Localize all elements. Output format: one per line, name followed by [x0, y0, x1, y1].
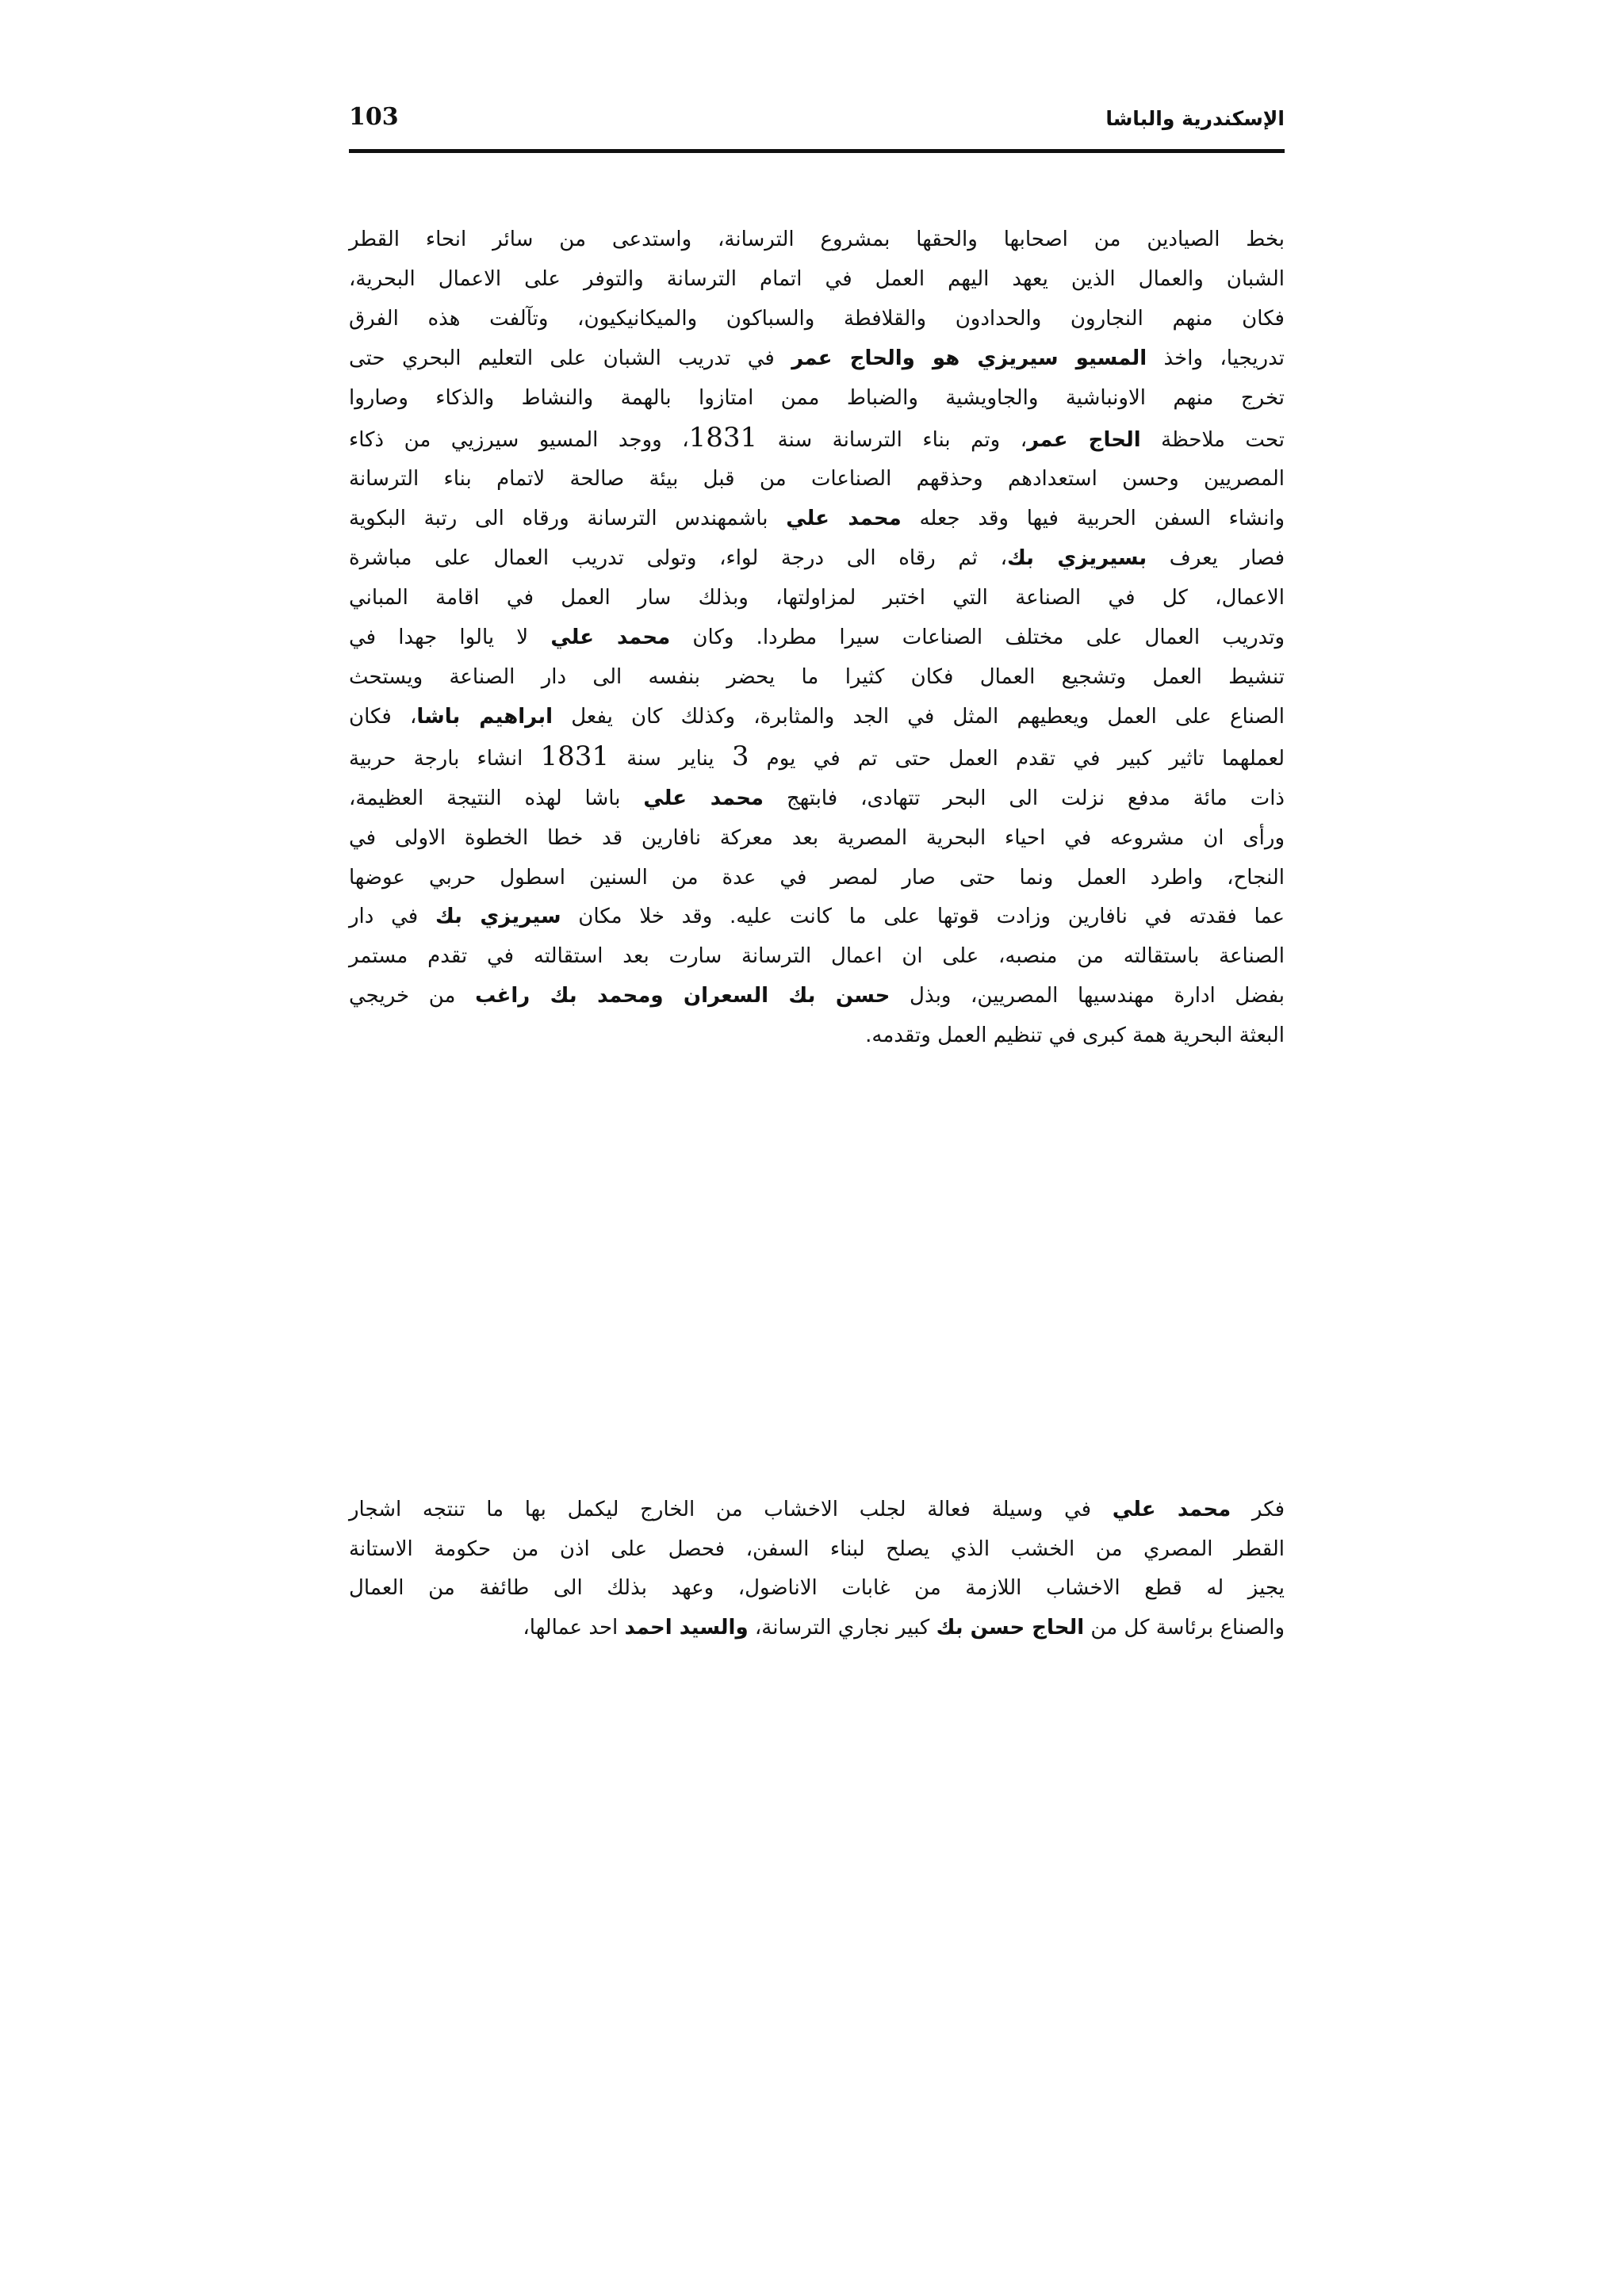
- text-line: [349, 260, 1285, 300]
- page-header: [349, 101, 1285, 153]
- text-line: [349, 698, 1285, 737]
- text-segment: والصناع برئاسة كل من: [1084, 1615, 1285, 1640]
- number-text: 3: [731, 740, 749, 772]
- text-segment: ، ثم رقاه الى درجة لواء، وتولى تدريب العمال على مباشرة: [349, 546, 1007, 571]
- text-segment: تنشيط العمل وتشجيع العمال فكان كثيرا ما يحضر بنفسه الى دار الصناعة ويستحث: [349, 664, 1285, 689]
- text-segment: فكر: [1231, 1498, 1285, 1521]
- text-line: [349, 499, 1285, 539]
- text-line: [349, 220, 1285, 260]
- text-line: [349, 1530, 1285, 1570]
- text-segment: عما فقدته في نافارين وزادت قوتها على ما كانت عليه. وقد خلا مكان: [561, 905, 1285, 929]
- text-line: [349, 300, 1285, 339]
- text-segment: النجاح، واطرد العمل ونما حتى صار لمصر في عدة من السنين اسطول حربي عوضها: [349, 865, 1285, 890]
- text-line: [349, 339, 1285, 379]
- bold-name: حسن بك السعران ومحمد بك راغب: [475, 984, 891, 1008]
- text-line: [349, 1016, 1285, 1056]
- text-segment: فكان منهم النجارون والحدادون والقلافطة والسباكون والميكانيكيون، وتآلفت هذه الفرق: [349, 306, 1285, 331]
- text-line: [349, 539, 1285, 579]
- text-line: [349, 937, 1285, 977]
- text-line: [349, 1569, 1285, 1609]
- bold-name: بسيريزي بك: [1006, 546, 1147, 571]
- text-segment: باشمهندس الترسانة ورقاه الى رتبة البكوية: [349, 507, 787, 531]
- bold-name: محمد علي: [643, 786, 764, 810]
- text-segment: تحت ملاحظة: [1140, 427, 1285, 452]
- text-segment: لا يالوا جهدا في: [349, 626, 551, 650]
- text-segment: الصناعة باستقالته من منصبه، على ان اعمال الترسانة سارت بعد استقالته في تقدم مستمر: [349, 944, 1285, 969]
- text-line: [349, 737, 1285, 779]
- text-segment: الشبان والعمال الذين يعهد اليهم العمل في اتمام الترسانة والتوفر على الاعمال البحرية،: [349, 266, 1285, 291]
- text-line: [349, 779, 1285, 819]
- bold-name: الحاج عمر: [1027, 427, 1141, 452]
- running-title: الإسكندرية والباشا: [1105, 107, 1285, 130]
- number-text: 1831: [540, 740, 610, 772]
- text-segment: القطر المصري من الخشب الذي يصلح لبناء السفن، فحصل على اذن من حكومة الاستانة: [349, 1536, 1285, 1561]
- text-segment: انشاء بارجة حربية: [349, 746, 541, 771]
- text-line: [349, 897, 1285, 937]
- text-segment: في تدريب الشبان على التعليم البحري حتى: [349, 346, 792, 370]
- text-segment: فصار يعرف: [1147, 546, 1285, 571]
- text-line: [349, 819, 1285, 859]
- text-line: [349, 1490, 1285, 1530]
- text-line: [349, 1609, 1285, 1648]
- bold-name: محمد علي: [786, 507, 902, 531]
- text-segment: في دار: [349, 905, 435, 929]
- paragraph-arsenal-construction: [349, 220, 1285, 1056]
- text-segment: المصريين وحسن استعدادهم وحذقهم الصناعات من قبل بيئة صالحة لاتمام بناء الترسانة: [349, 467, 1285, 492]
- text-segment: تدريجيا، واخذ: [1147, 346, 1285, 370]
- text-line: [349, 579, 1285, 618]
- bold-name: الحاج حسن بك: [936, 1615, 1085, 1640]
- page-number: 103: [349, 103, 399, 131]
- text-segment: ذات مائة مدفع نزلت الى البحر تتهادى، فابتهج: [764, 786, 1285, 810]
- text-line: [349, 419, 1285, 461]
- text-segment: يجيز له قطع الاخشاب اللازمة من غابات الاناضول، وعهد بذلك الى طائفة من العمال: [349, 1576, 1285, 1600]
- text-segment: كبير نجاري الترسانة،: [748, 1615, 936, 1640]
- text-segment: باشا لهذه النتيجة العظيمة،: [349, 786, 644, 810]
- paragraph-timber-import: [349, 1490, 1285, 1647]
- text-segment: يناير سنة: [609, 746, 732, 771]
- text-segment: من خريجي: [349, 984, 476, 1008]
- text-segment: ، فكان: [349, 704, 417, 729]
- bold-name: والسيد احمد: [624, 1615, 749, 1640]
- text-segment: في وسيلة فعالة لجلب الاخشاب من الخارج ليكمل بها ما تنتجه اشجار: [349, 1498, 1113, 1521]
- bold-name: المسيو سيريزي هو والحاج عمر: [791, 346, 1147, 370]
- text-segment: الصناع على العمل ويعطيهم المثل في الجد والمثابرة، وكذلك كان يفعل: [553, 704, 1285, 729]
- text-line: [349, 618, 1285, 658]
- text-segment: بفضل ادارة مهندسيها المصريين، وبذل: [890, 984, 1285, 1008]
- bold-name: ابراهيم باشا: [416, 704, 553, 729]
- text-segment: ورأى ان مشروعه في احياء البحرية المصرية بعد معركة نافارين قد خطا الخطوة الاولى في: [349, 825, 1285, 850]
- text-segment: وتدريب العمال على مختلف الصناعات سيرا مطردا. وكان: [670, 626, 1285, 650]
- text-line: [349, 859, 1285, 898]
- text-segment: احد عمالها،: [523, 1615, 625, 1640]
- bold-name: محمد علي: [1112, 1498, 1231, 1521]
- bold-name: محمد علي: [550, 626, 671, 650]
- bold-name: سيريزي بك: [435, 905, 561, 929]
- text-segment: ، ووجد المسيو سيرزيي من ذكاء: [349, 427, 689, 452]
- text-line: [349, 658, 1285, 698]
- text-segment: تخرج منهم الاونباشية والجاويشية والضباط ممن امتازوا بالهمة والنشاط والذكاء وصاروا: [349, 385, 1285, 410]
- number-text: 1831: [688, 421, 758, 453]
- text-line: [349, 379, 1285, 419]
- text-line: [349, 977, 1285, 1016]
- text-segment: وانشاء السفن الحربية فيها وقد جعله: [901, 507, 1285, 531]
- text-segment: لعملهما تاثير كبير في تقدم العمل حتى تم في يوم: [749, 746, 1285, 771]
- text-segment: البعثة البحرية همة كبرى في تنظيم العمل وتقدمه.: [865, 1024, 1285, 1048]
- text-segment: بخط الصيادين من اصحابها والحقها بمشروع الترسانة، واستدعى من سائر انحاء القطر: [349, 228, 1285, 251]
- text-segment: ، وتم بناء الترسانة سنة: [757, 427, 1028, 452]
- text-segment: الاعمال، كل في الصناعة التي اختبر لمزاولتها، وبذلك سار العمل في اقامة المباني: [349, 586, 1285, 610]
- text-line: [349, 460, 1285, 499]
